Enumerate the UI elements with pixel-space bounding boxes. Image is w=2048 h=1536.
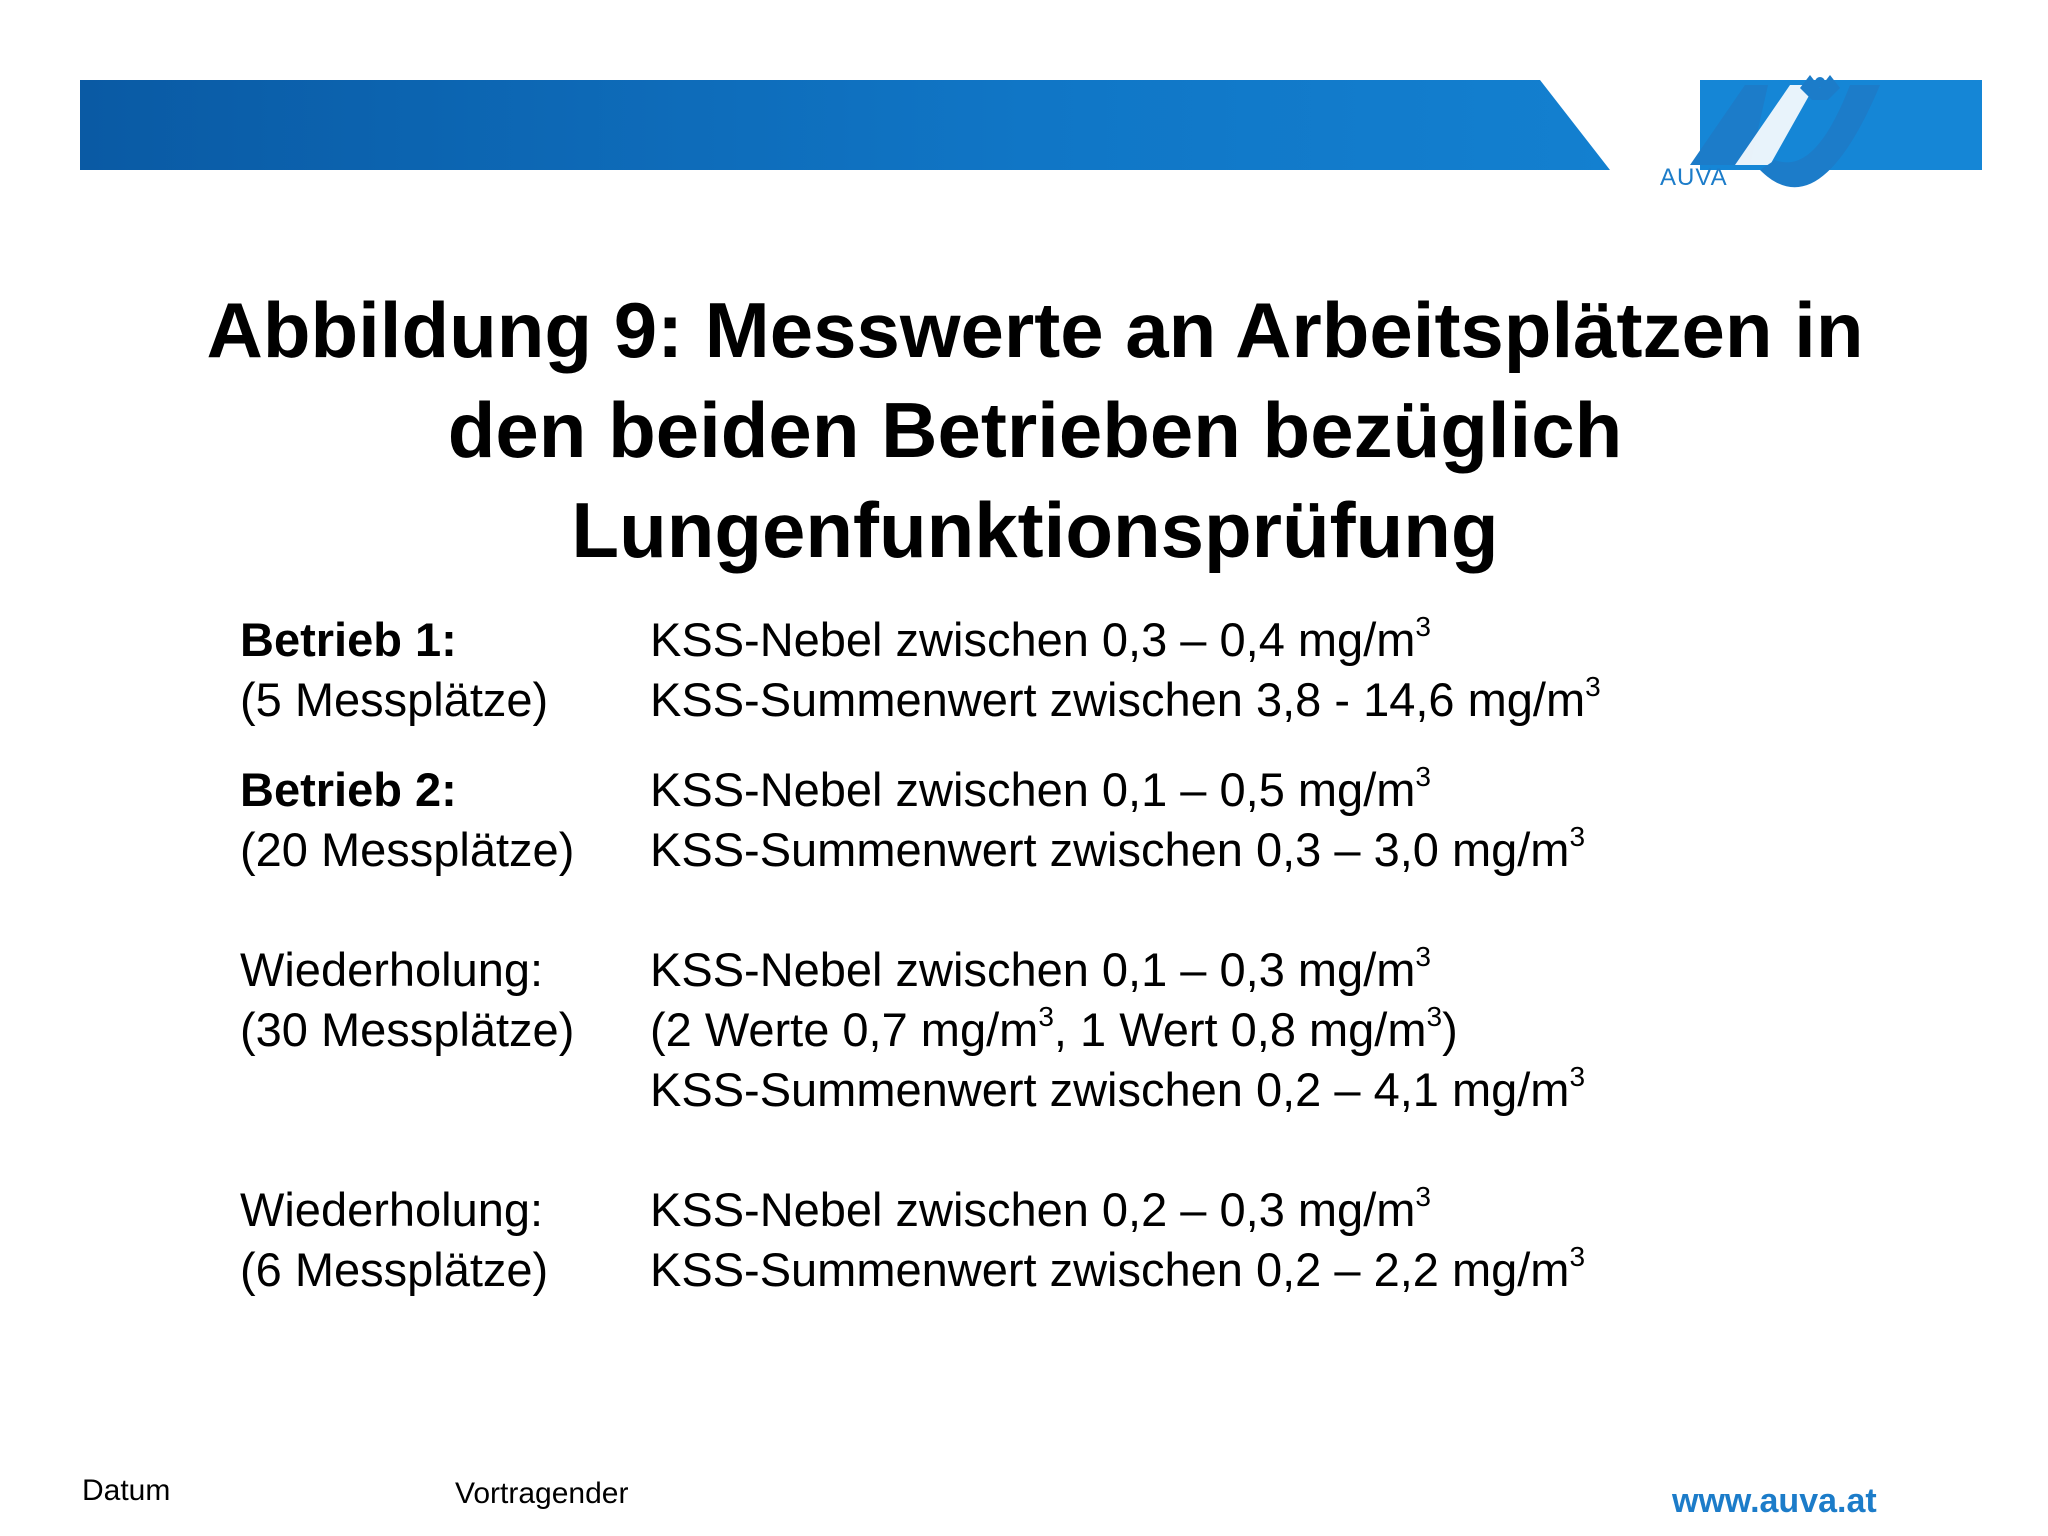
superscript: 3: [1585, 671, 1601, 702]
measurement-row: [240, 1060, 1940, 1120]
value-text: KSS-Summenwert zwischen 0,2 – 2,2 mg/m: [650, 1243, 1570, 1296]
superscript: 3: [1426, 1001, 1443, 1032]
measurement-row: [240, 610, 1940, 670]
value-text: KSS-Summenwert zwischen 3,8 - 14,6 mg/m: [650, 673, 1586, 726]
value-text: KSS-Summenwert zwischen 0,2 – 4,1 mg/m: [650, 1063, 1570, 1116]
measurement-row: [240, 670, 1940, 730]
superscript: 3: [1415, 761, 1431, 792]
superscript: 3: [1415, 1181, 1431, 1212]
row-value: [650, 1060, 1940, 1120]
superscript: 3: [1415, 611, 1431, 642]
superscript: 3: [1569, 821, 1586, 852]
measurement-row: [240, 1180, 1940, 1240]
value-text: ): [1442, 1003, 1458, 1056]
measurement-list: [240, 610, 1940, 1300]
row-value: [650, 1000, 1940, 1060]
value-text: KSS-Summenwert zwischen 0,3 – 3,0 mg/m: [650, 823, 1570, 876]
measurement-row: [240, 820, 1940, 880]
row-label: Betrieb 2:: [240, 763, 457, 816]
row-label: Wiederholung:: [240, 1183, 544, 1236]
value-text: , 1 Wert 0,8 mg/m: [1053, 1003, 1427, 1056]
row-label: (6 Messplätze): [240, 1243, 549, 1296]
measurement-group: [240, 940, 1940, 1120]
measurement-group: [240, 610, 1940, 730]
footer-datum: Datum: [82, 1474, 171, 1507]
superscript: 3: [1569, 1061, 1586, 1092]
row-label: (30 Messplätze): [240, 1003, 575, 1056]
measurement-group: [240, 760, 1940, 880]
title-line-2: den beiden Betrieben bezüglich: [447, 386, 1623, 474]
row-value: [650, 820, 1940, 880]
row-label: Wiederholung:: [240, 943, 544, 996]
row-label: Betrieb 1:: [240, 613, 457, 666]
measurement-row: [240, 1000, 1940, 1060]
slide-title: [120, 280, 1950, 580]
superscript: 3: [1415, 941, 1431, 972]
value-text: KSS-Nebel zwischen 0,3 – 0,4 mg/m: [650, 613, 1416, 666]
value-text: KSS-Nebel zwischen 0,1 – 0,5 mg/m: [650, 763, 1416, 816]
row-value: [650, 610, 1940, 670]
row-value: [650, 760, 1940, 820]
footer-vortragender: Vortragender: [455, 1477, 629, 1510]
measurement-group: [240, 1180, 1940, 1300]
value-text: (2 Werte 0,7 mg/m: [650, 1003, 1039, 1056]
footer-url-link[interactable]: www.auva.at: [1672, 1482, 1877, 1520]
measurement-row: [240, 940, 1940, 1000]
value-text: KSS-Nebel zwischen 0,2 – 0,3 mg/m: [650, 1183, 1416, 1236]
measurement-row: [240, 1240, 1940, 1300]
row-label: (5 Messplätze): [240, 673, 549, 726]
measurement-row: [240, 760, 1940, 820]
logo-text: AUVA: [1660, 164, 1728, 191]
row-label: (20 Messplätze): [240, 823, 575, 876]
row-value: [650, 940, 1940, 1000]
row-value: [650, 670, 1940, 730]
superscript: 3: [1569, 1241, 1586, 1272]
row-value: [650, 1240, 1940, 1300]
row-label: [240, 1060, 650, 1120]
superscript: 3: [1038, 1001, 1054, 1032]
value-text: KSS-Nebel zwischen 0,1 – 0,3 mg/m: [650, 943, 1416, 996]
title-line-1: Abbildung 9: Messwerte an Arbeitsplätzen in: [206, 286, 1864, 374]
row-value: [650, 1180, 1940, 1240]
title-line-3: Lungenfunktionsprüfung: [571, 486, 1499, 574]
